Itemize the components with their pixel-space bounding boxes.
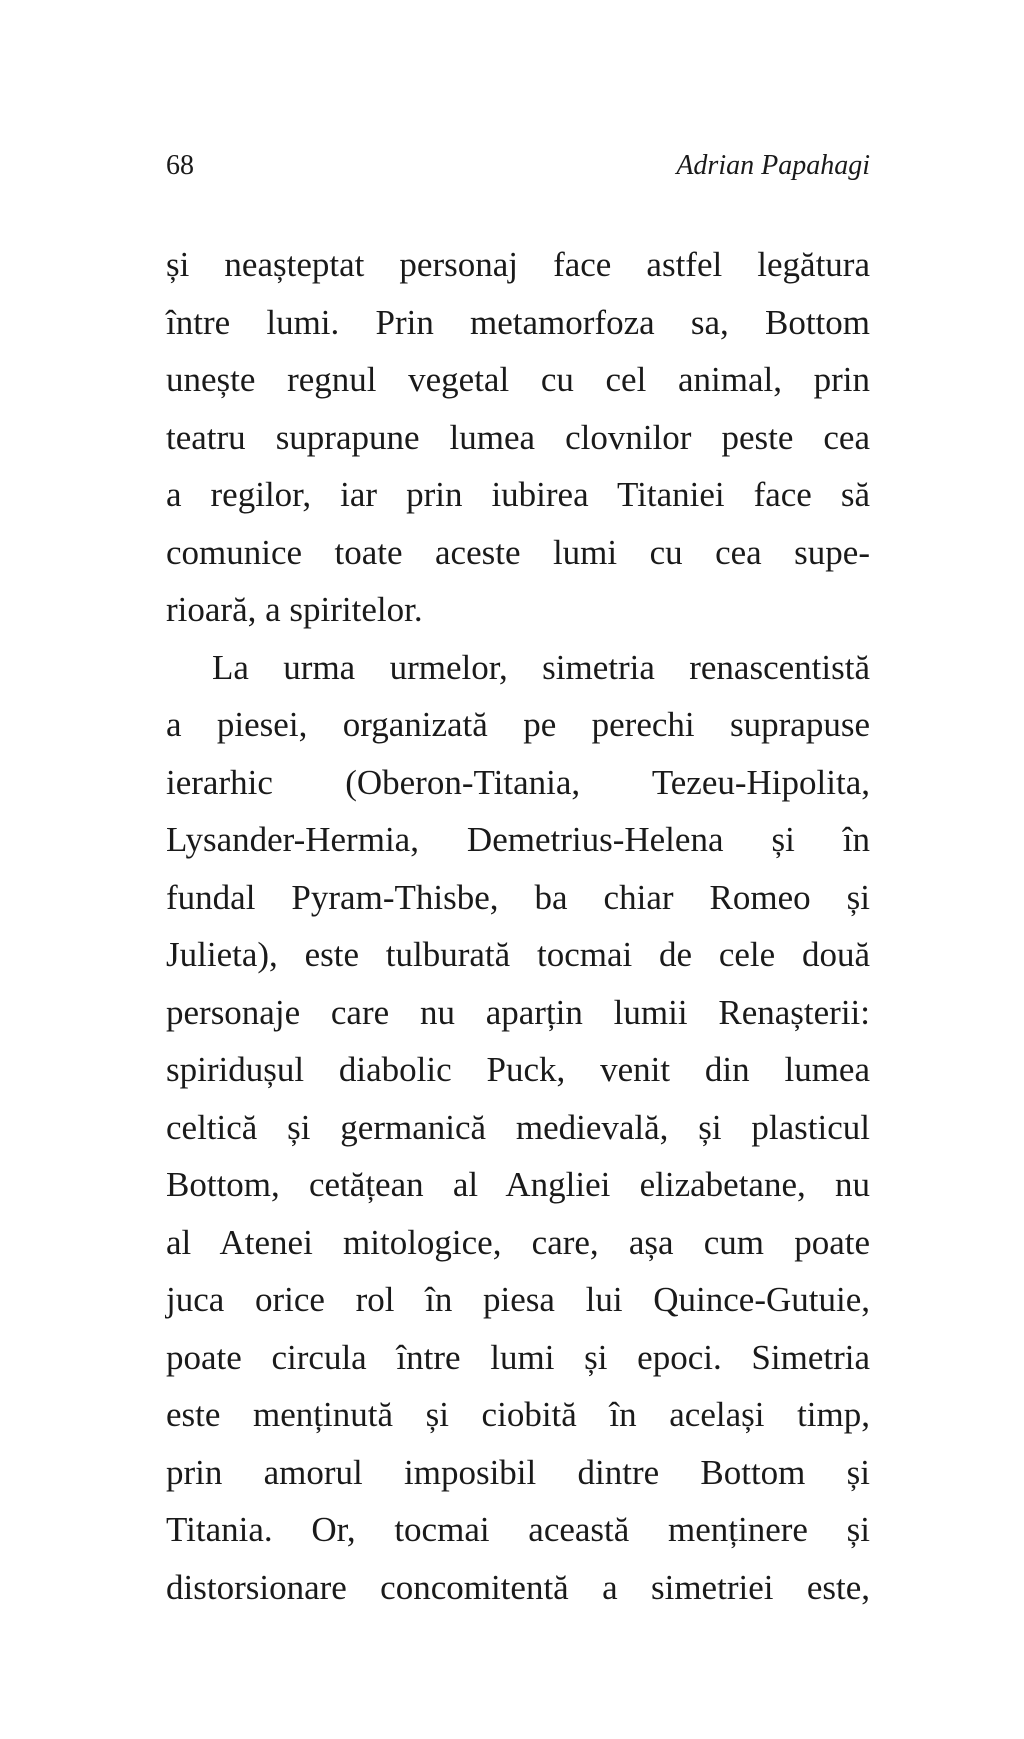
text-line: al Atenei mitologice, care, așa cum poate	[166, 1222, 870, 1262]
text-line: celtică și germanică medievală, și plasticul	[166, 1107, 870, 1147]
text-line: juca orice rol în piesa lui Quince-Gutuie,	[166, 1280, 870, 1319]
text-line: și neașteptat personaj face astfel legătura	[166, 245, 870, 284]
paragraph-1	[166, 236, 870, 639]
text-line: rioară, a spiritelor.	[166, 590, 423, 629]
book-page	[166, 0, 870, 1739]
paragraph-2	[166, 639, 870, 1617]
text-line: a piesei, organizată pe perechi suprapuse	[166, 705, 870, 744]
text-line: poate circula între lumi și epoci. Simetria	[166, 1337, 870, 1377]
text-line: Lysander-Hermia, Demetrius-Helena și în	[166, 820, 870, 859]
text-line: Julieta), este tulburată tocmai de cele două	[166, 935, 870, 974]
page-number: 68	[166, 150, 194, 181]
text-line: între lumi. Prin metamorfoza sa, Bottom	[166, 302, 870, 342]
body-text	[166, 236, 870, 1616]
text-line: Titania. Or, tocmai această menținere și	[166, 1510, 870, 1549]
text-line: a regilor, iar prin iubirea Titaniei face să	[166, 475, 870, 514]
text-line: spiridușul diabolic Puck, venit din lumea	[166, 1050, 870, 1089]
running-head	[166, 146, 870, 186]
text-line: La urma urmelor, simetria renascentistă	[212, 647, 870, 687]
text-line: ierarhic (Oberon-Titania, Tezeu-Hipolita,	[166, 762, 870, 802]
text-line: unește regnul vegetal cu cel animal, prin	[166, 360, 870, 399]
text-line: fundal Pyram-Thisbe, ba chiar Romeo și	[166, 877, 870, 917]
text-line: prin amorul imposibil dintre Bottom și	[166, 1452, 870, 1492]
text-line: Bottom, cetățean al Angliei elizabetane, nu	[166, 1165, 870, 1204]
author-name: Adrian Papahagi	[676, 150, 870, 181]
text-line: comunice toate aceste lumi cu cea supe-	[166, 532, 870, 572]
text-line: personaje care nu aparțin lumii Renașterii:	[166, 992, 870, 1032]
text-line: distorsionare concomitentă a simetriei este,	[166, 1567, 870, 1607]
text-line: este menținută și ciobită în același timp,	[166, 1395, 870, 1434]
text-line: teatru suprapune lumea clovnilor peste cea	[166, 417, 870, 457]
